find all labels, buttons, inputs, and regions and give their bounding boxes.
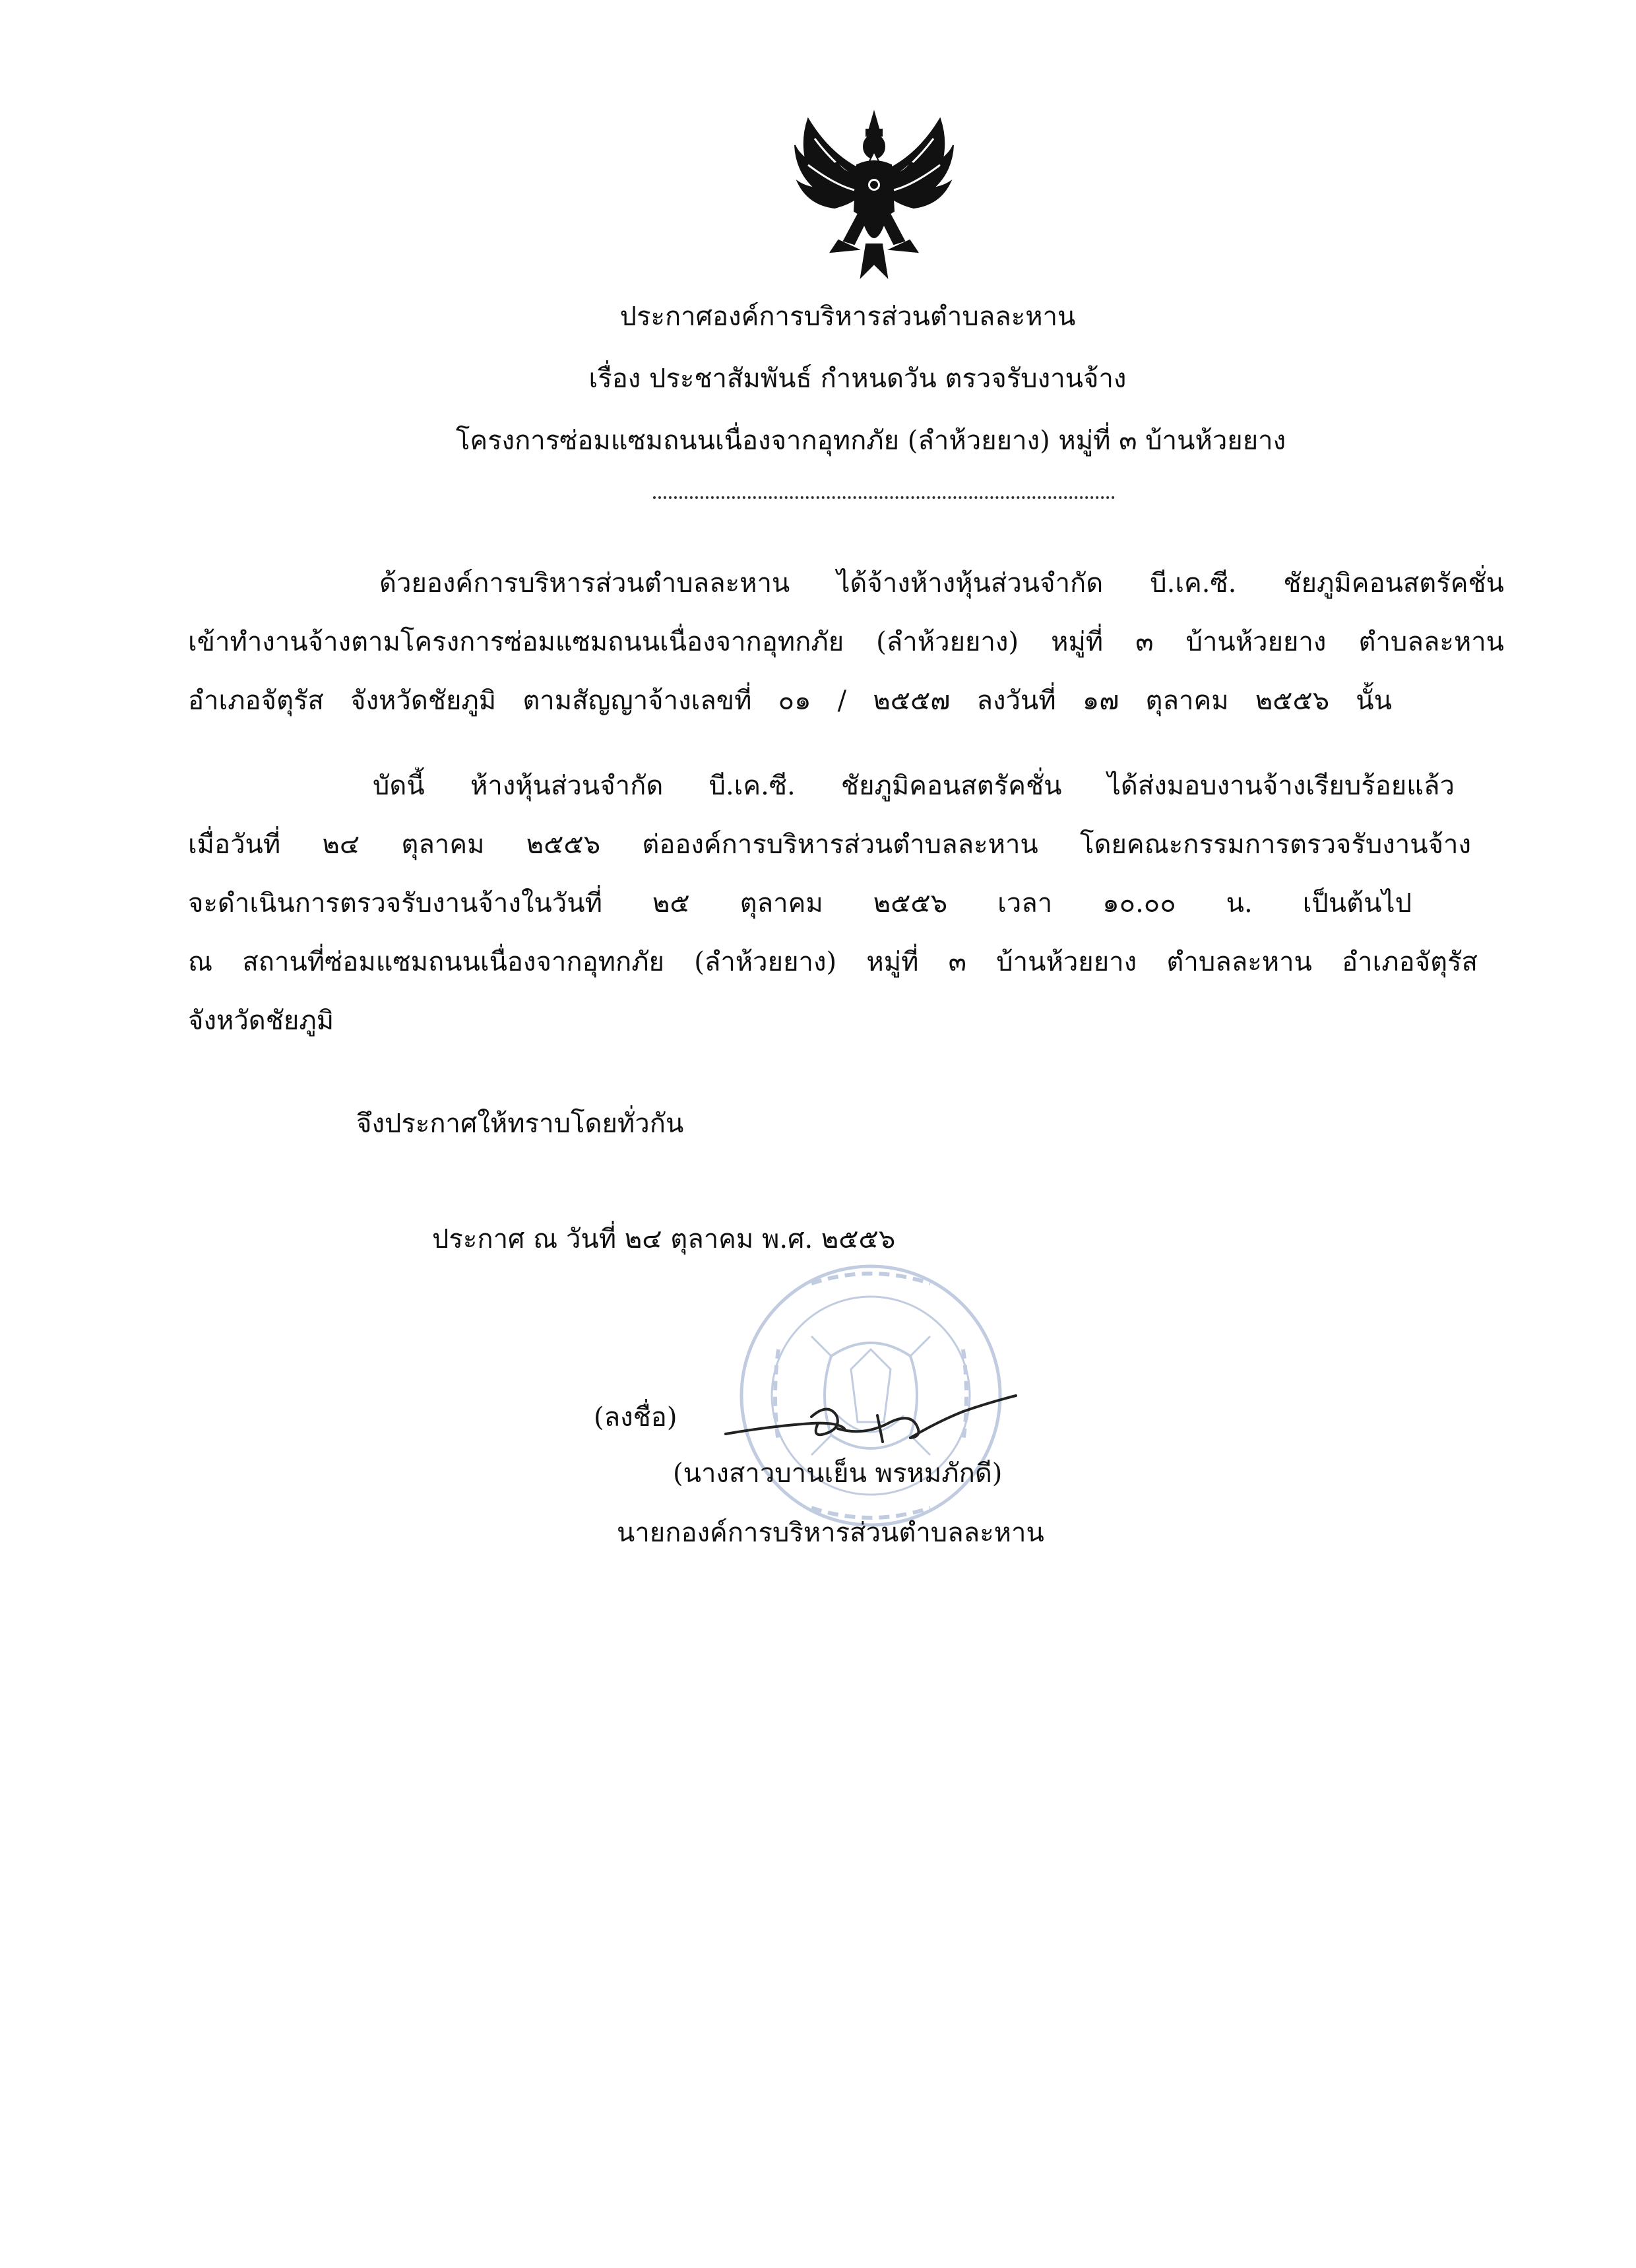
para1-line-3: อำเภอจัตุรัส จังหวัดชัยภูมิ ตามสัญญาจ้างเลขที่ ๐๑ / ๒๕๕๗ ลงวันที่ ๑๗ ตุลาคม ๒๕๕๖ นั้น [188, 686, 1392, 716]
para2-line-4: ณ สถานที่ซ่อมแซมถนนเนื่องจากอุทกภัย (ลำห้วยยาง) หมู่ที่ ๓ บ้านห้วยยาง ตำบลละหาน อำเภอจัตุรัส [188, 947, 1478, 977]
announcement-org-title: ประกาศองค์การบริหารส่วนตำบลละหาน [619, 302, 1076, 332]
para2-line-2: เมื่อวันที่ ๒๔ ตุลาคม ๒๕๕๖ ต่อองค์การบริหารส่วนตำบลละหาน โดยคณะกรรมการตรวจรับงานจ้าง [188, 829, 1471, 860]
closing-statement: จึงประกาศให้ทราบโดยทั่วกัน [356, 1109, 684, 1139]
para2-line-1: บัดนี้ ห้างหุ้นส่วนจำกัด บี.เค.ซี. ชัยภูมิคอนสตรัคชั่น ได้ส่งมอบงานจ้างเรียบร้อยแล้ว [373, 771, 1455, 801]
para2-line-3: จะดำเนินการตรวจรับงานจ้างในวันที่ ๒๕ ตุลาคม ๒๕๕๖ เวลา ๑๐.๐๐ น. เป็นต้นไป [188, 888, 1412, 919]
signatory-position: นายกองค์การบริหารส่วนตำบลละหาน [617, 1518, 1044, 1548]
announcement-subject: เรื่อง ประชาสัมพันธ์ กำหนดวัน ตรวจรับงานจ้าง [588, 364, 1127, 394]
para1-line-2: เข้าทำงานจ้างตามโครงการซ่อมแซมถนนเนื่องจากอุทกภัย (ลำห้วยยาง) หมู่ที่ ๓ บ้านห้วยยาง ตำบลละหาน [188, 627, 1504, 657]
announcement-project: โครงการซ่อมแซมถนนเนื่องจากอุทกภัย (ลำห้วยยาง) หมู่ที่ ๓ บ้านห้วยยาง [455, 426, 1286, 456]
signatory-name: (นางสาวบานเย็น พรหมภักดี) [673, 1458, 1003, 1489]
para2-line-5: จังหวัดชัยภูมิ [188, 1006, 334, 1036]
sign-label: (ลงชื่อ) [594, 1402, 677, 1433]
handwritten-signature-icon [712, 1382, 1029, 1455]
announcement-date: ประกาศ ณ วันที่ ๒๔ ตุลาคม พ.ศ. ๒๕๕๖ [432, 1224, 896, 1254]
para1-line-1: ด้วยองค์การบริหารส่วนตำบลละหาน ได้จ้างห้างหุ้นส่วนจำกัด บี.เค.ซี. ชัยภูมิคอนสตรัคชั่น [379, 568, 1504, 599]
title-dotted-divider [653, 496, 1115, 499]
garuda-emblem-icon [788, 99, 960, 290]
